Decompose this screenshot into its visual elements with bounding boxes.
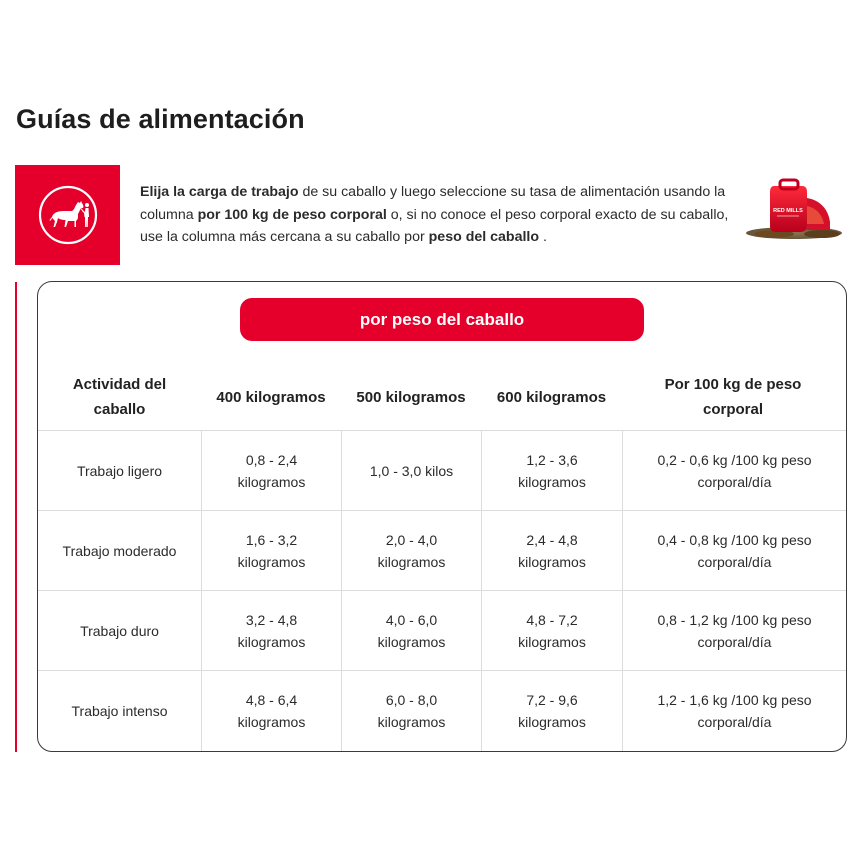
value-cell: 6,0 - 8,0 kilogramos — [341, 671, 481, 751]
intro-run: o, si no conoce el peso corporal exacto de su caballo, use la columna más cercana a su caballo por — [140, 206, 729, 245]
activity-cell: Trabajo ligero — [76, 463, 163, 479]
value-cell: 0,8 - 1,2 kg /100 kg peso corporal/día — [622, 591, 846, 671]
feed-scoop-image — [744, 178, 844, 242]
value-cell: 2,4 - 4,8 kilogramos — [481, 511, 622, 591]
value-cell: 4,8 - 6,4 kilogramos — [201, 671, 341, 751]
value-cell: 3,2 - 4,8 kilogramos — [201, 591, 341, 671]
feeding-table — [38, 282, 846, 751]
header-400kg: 400 kilogramos — [216, 388, 326, 406]
table-row — [38, 670, 846, 750]
table-row — [38, 590, 846, 670]
value-cell: 0,2 - 0,6 kg /100 kg peso corporal/día — [622, 431, 846, 511]
value-cell: 0,4 - 0,8 kg /100 kg peso corporal/día — [622, 511, 846, 591]
feed-scoop-icon — [744, 178, 844, 242]
intro-emphasis: por 100 kg de peso corporal — [197, 206, 387, 223]
intro-run: . — [539, 229, 547, 245]
by-horse-weight-pill: por peso del caballo — [240, 298, 644, 341]
value-cell: 1,0 - 3,0 kilos — [341, 431, 481, 511]
product-brand-label: RED MILLS — [773, 208, 803, 214]
value-cell: 1,2 - 3,6 kilogramos — [481, 431, 622, 511]
value-cell: 1,6 - 3,2 kilogramos — [201, 511, 341, 591]
header-activity: Actividad del caballo — [72, 376, 167, 418]
feeding-table-card — [37, 281, 847, 752]
table-row — [38, 430, 846, 510]
value-cell: 1,2 - 1,6 kg /100 kg peso corporal/día — [622, 671, 846, 751]
activity-cell: Trabajo duro — [80, 623, 159, 639]
header-500kg: 500 kilogramos — [356, 388, 466, 406]
horse-and-rider-icon — [37, 184, 99, 246]
header-per-100kg: Por 100 kg de peso corporal — [664, 376, 802, 418]
value-cell: 4,8 - 7,2 kilogramos — [481, 591, 622, 671]
page-title: Guías de alimentación — [16, 104, 305, 134]
activity-cell: Trabajo moderado — [62, 543, 177, 559]
intro-emphasis: peso del caballo — [428, 229, 540, 245]
intro-run: de su caballo y luego seleccione su tasa de alimentación usando la columna — [140, 184, 726, 223]
value-cell: 4,0 - 6,0 kilogramos — [341, 591, 481, 671]
table-row — [38, 510, 846, 590]
header-600kg: 600 kilogramos — [496, 388, 607, 406]
intro-text — [140, 181, 730, 249]
activity-cell: Trabajo intenso — [71, 703, 168, 719]
intro-emphasis: Elija la carga de trabajo — [140, 184, 299, 200]
accent-line — [15, 282, 17, 752]
value-cell: 7,2 - 9,6 kilogramos — [481, 671, 622, 751]
horse-icon-box — [15, 165, 120, 265]
value-cell: 2,0 - 4,0 kilogramos — [341, 511, 481, 591]
value-cell: 0,8 - 2,4 kilogramos — [201, 431, 341, 511]
